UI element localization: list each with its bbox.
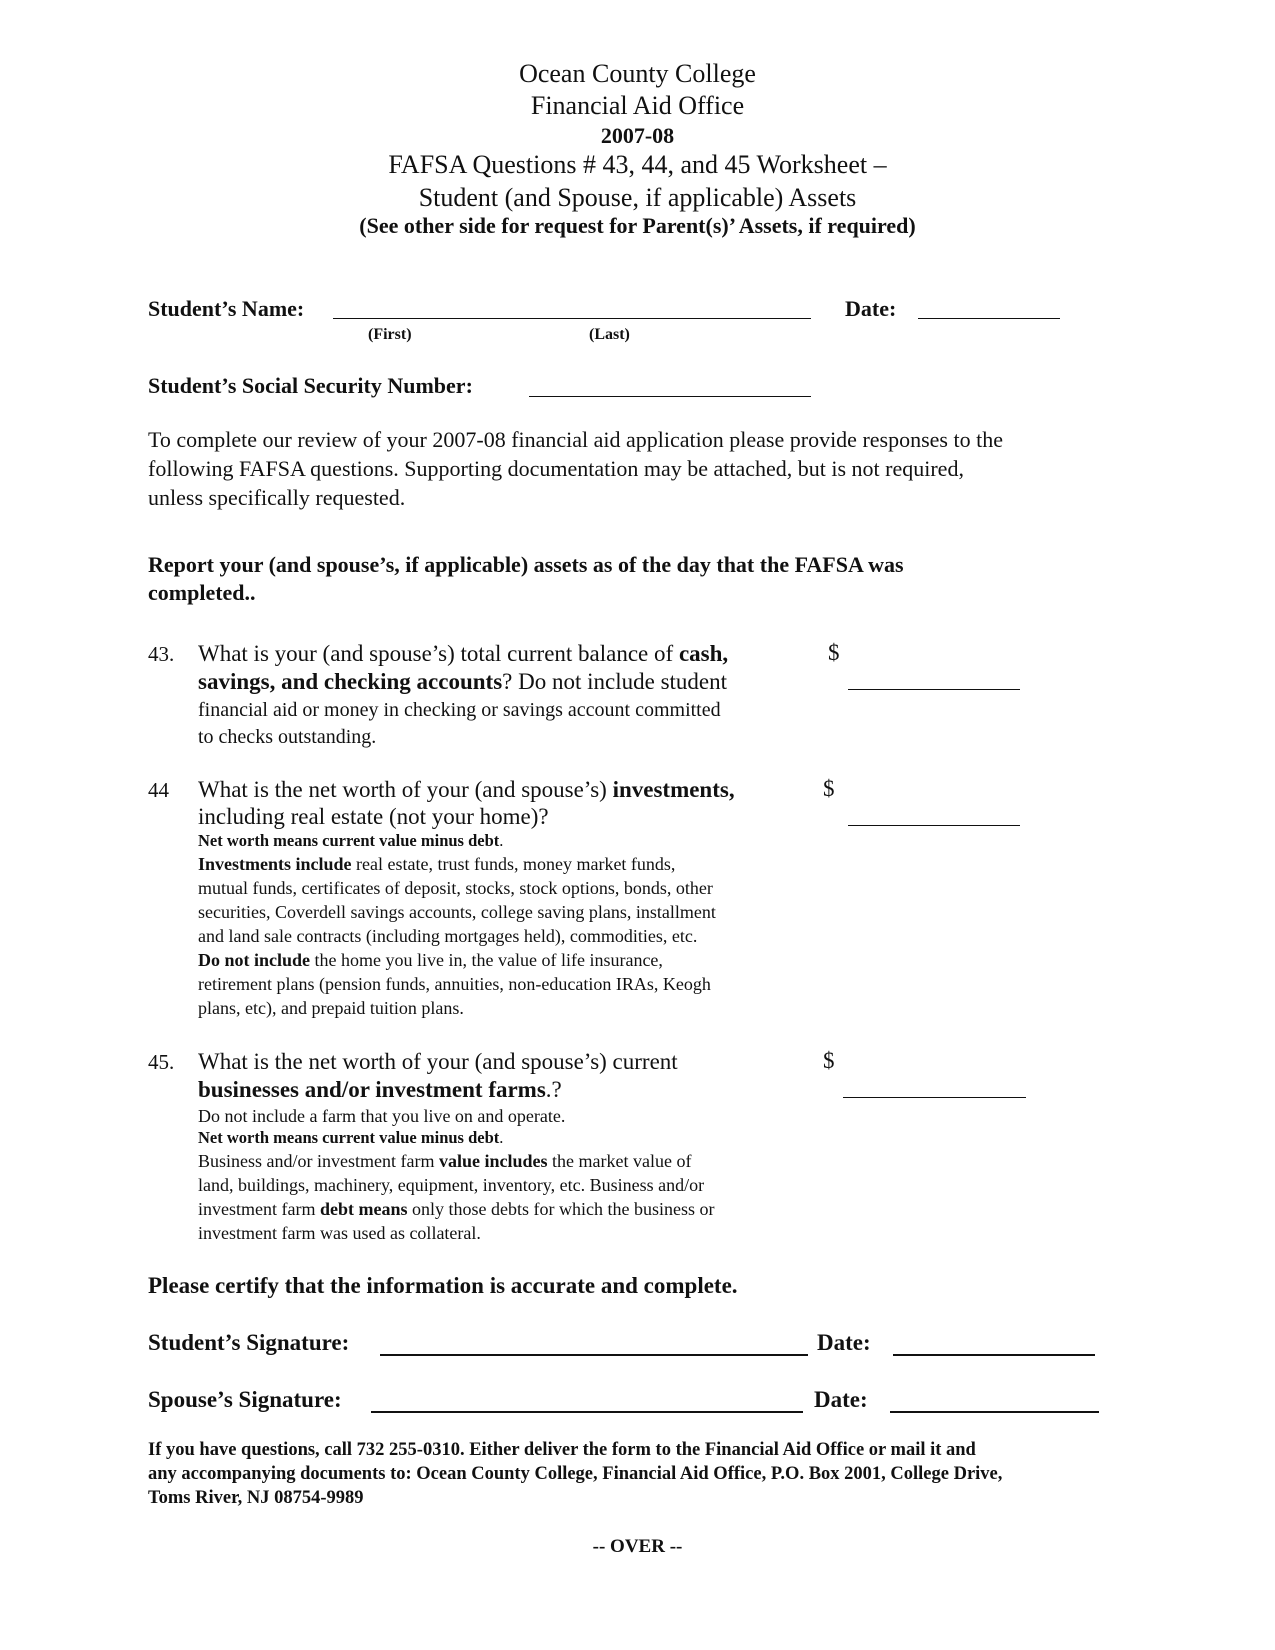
q43-dollar-sign: $ bbox=[828, 640, 840, 665]
award-year: 2007-08 bbox=[600, 123, 675, 148]
q45-line-2: businesses and/or investment farms.? bbox=[198, 1077, 562, 1102]
ssn-field[interactable] bbox=[529, 396, 811, 397]
student-name-field[interactable] bbox=[333, 318, 811, 319]
footer-line-2: any accompanying documents to: Ocean County College, Financial Aid Office, P.O. Box 2001, College Drive, bbox=[148, 1464, 1003, 1484]
q45-dollar-sign: $ bbox=[823, 1048, 835, 1073]
q44-line-5: mutual funds, certificates of deposit, stocks, stock options, bonds, other bbox=[198, 878, 713, 898]
q44-amount-field[interactable] bbox=[848, 825, 1020, 826]
q45-line-1: What is the net worth of your (and spouse’s) current bbox=[198, 1049, 678, 1074]
q44-line-8: Do not include the home you live in, the value of life insurance, bbox=[198, 950, 663, 970]
q45-line-5: Business and/or investment farm value includes the market value of bbox=[198, 1151, 692, 1171]
q44-line-3: Net worth means current value minus debt. bbox=[198, 831, 504, 850]
student-signature-date-field[interactable] bbox=[893, 1354, 1095, 1356]
q44-number: 44 bbox=[148, 778, 169, 802]
student-name-label: Student’s Name: bbox=[148, 296, 305, 321]
q44-line-10: plans, etc), and prepaid tuition plans. bbox=[198, 998, 464, 1018]
form-title-line2: Student (and Spouse, if applicable) Assets bbox=[418, 183, 857, 212]
q44-dollar-sign: $ bbox=[823, 776, 835, 801]
intro-line-1: To complete our review of your 2007-08 financial aid application please provide responses to the bbox=[148, 427, 1003, 452]
q43-line-3: financial aid or money in checking or savings account committed bbox=[198, 699, 721, 721]
spouse-signature-date-field[interactable] bbox=[890, 1411, 1099, 1413]
first-name-hint: (First) bbox=[368, 326, 412, 343]
footer-line-3: Toms River, NJ 08754-9989 bbox=[148, 1488, 364, 1508]
spouse-signature-label: Spouse’s Signature: bbox=[148, 1387, 342, 1412]
report-line-2: completed.. bbox=[148, 580, 256, 605]
q45-amount-field[interactable] bbox=[843, 1097, 1026, 1098]
student-signature-label: Student’s Signature: bbox=[148, 1330, 350, 1355]
form-note: (See other side for request for Parent(s)’ Assets, if required) bbox=[359, 213, 916, 238]
ssn-label: Student’s Social Security Number: bbox=[148, 373, 473, 398]
student-signature-date-label: Date: bbox=[817, 1330, 871, 1355]
q44-line-6: securities, Coverdell savings accounts, college saving plans, installment bbox=[198, 902, 716, 922]
report-line-1: Report your (and spouse’s, if applicable) assets as of the day that the FAFSA was bbox=[148, 552, 904, 577]
spouse-signature-field[interactable] bbox=[371, 1411, 803, 1413]
over-indicator: -- OVER -- bbox=[592, 1536, 683, 1557]
footer-line-1: If you have questions, call 732 255-0310. Either deliver the form to the Financial Aid Office or mail it and bbox=[148, 1440, 976, 1460]
office-name: Financial Aid Office bbox=[530, 91, 745, 120]
q45-line-4: Net worth means current value minus debt. bbox=[198, 1128, 504, 1147]
q44-line-7: and land sale contracts (including mortgages held), commodities, etc. bbox=[198, 926, 698, 946]
q43-line-4: to checks outstanding. bbox=[198, 726, 377, 748]
q43-number: 43. bbox=[148, 642, 175, 666]
q43-line-2: savings, and checking accounts? Do not include student bbox=[198, 669, 728, 694]
q44-line-1: What is the net worth of your (and spouse’s) investments, bbox=[198, 777, 735, 802]
q44-line-4: Investments include real estate, trust funds, money market funds, bbox=[198, 854, 676, 874]
q45-line-7: investment farm debt means only those debts for which the business or bbox=[198, 1199, 715, 1219]
student-signature-field[interactable] bbox=[380, 1354, 808, 1356]
spouse-signature-date-label: Date: bbox=[814, 1387, 868, 1412]
q45-line-6: land, buildings, machinery, equipment, inventory, etc. Business and/or bbox=[198, 1175, 705, 1195]
q45-line-8: investment farm was used as collateral. bbox=[198, 1223, 481, 1243]
q43-line-1: What is your (and spouse’s) total current balance of cash, bbox=[198, 641, 729, 666]
date-label: Date: bbox=[845, 296, 897, 321]
q44-line-9: retirement plans (pension funds, annuities, non-education IRAs, Keogh bbox=[198, 974, 711, 994]
q45-number: 45. bbox=[148, 1050, 175, 1074]
certify-statement: Please certify that the information is accurate and complete. bbox=[148, 1273, 738, 1298]
date-field[interactable] bbox=[918, 318, 1060, 319]
college-name: Ocean County College bbox=[519, 59, 756, 88]
q44-line-2: including real estate (not your home)? bbox=[198, 804, 549, 829]
form-title-line1: FAFSA Questions # 43, 44, and 45 Worksheet – bbox=[388, 150, 887, 179]
q43-amount-field[interactable] bbox=[848, 689, 1020, 690]
intro-line-2: following FAFSA questions. Supporting documentation may be attached, but is not required, bbox=[148, 456, 964, 481]
intro-line-3: unless specifically requested. bbox=[148, 485, 406, 510]
q45-line-3: Do not include a farm that you live on and operate. bbox=[198, 1106, 566, 1126]
last-name-hint: (Last) bbox=[589, 326, 630, 343]
